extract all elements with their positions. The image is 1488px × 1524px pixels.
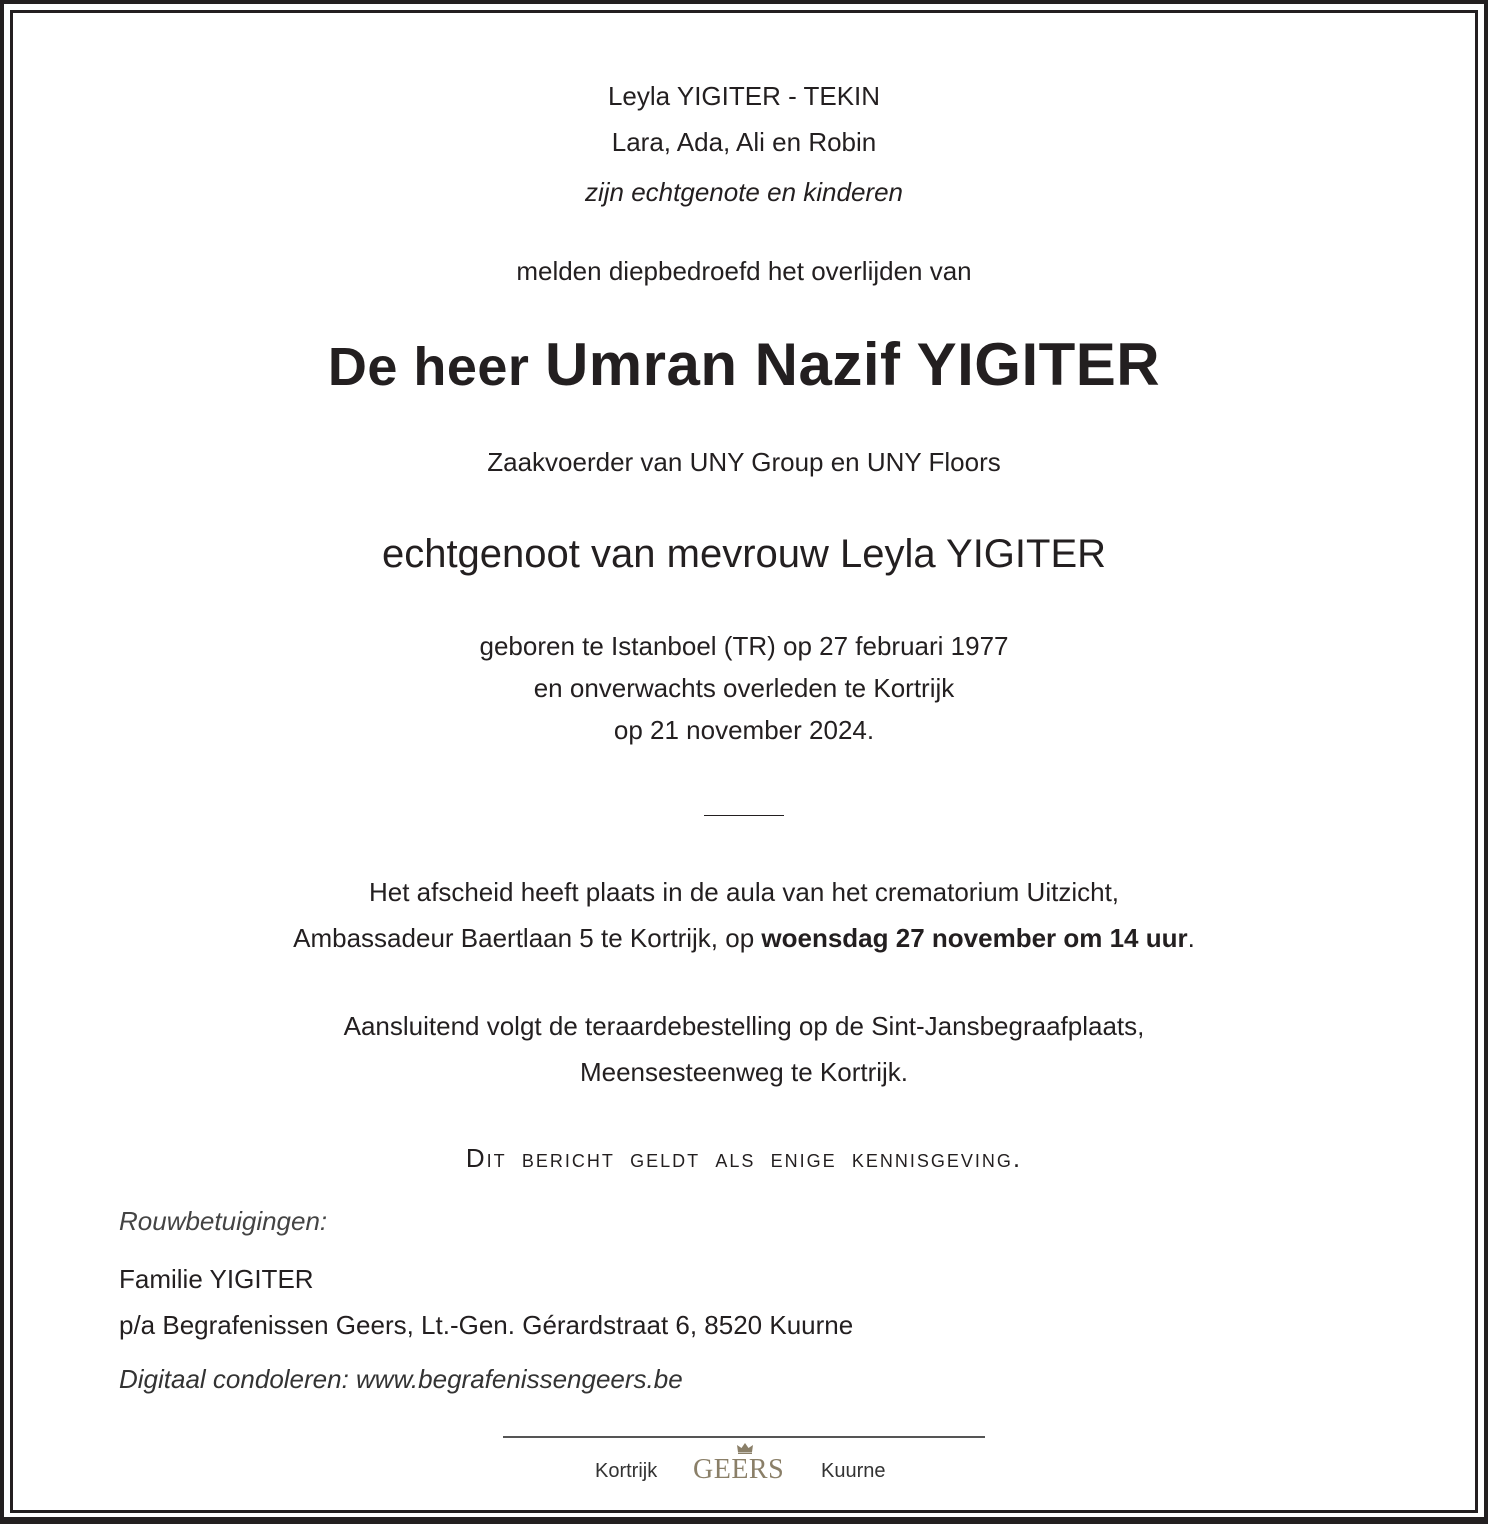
birth-line: geboren te Istanboel (TR) op 27 februari 1977 <box>479 631 1009 661</box>
deceased-name <box>0 330 1488 399</box>
spouse-line: echtgenoot van mevrouw Leyla YIGITER <box>381 532 1107 576</box>
crown-icon <box>737 1443 753 1454</box>
burial-line-1: Aansluitend volgt de teraardebestelling op de Sint-Jansbegraafplaats, <box>343 1011 1145 1041</box>
family-line-1: Leyla YIGITER - TEKIN <box>607 81 881 111</box>
footer-left: Kortrijk <box>595 1460 658 1482</box>
condolences-label: Rouwbetuigingen: <box>119 1206 328 1236</box>
name-prefix: De heer <box>327 337 545 397</box>
geers-logo: GEERS <box>693 1454 785 1485</box>
farewell-period: . <box>1187 923 1195 953</box>
farewell-datetime: woensdag 27 november om 14 uur <box>761 923 1188 953</box>
digital-condolences: Digitaal condoleren: www.begrafenissengeers.be <box>119 1364 683 1394</box>
burial-line-2: Meensesteenweg te Kortrijk. <box>579 1057 909 1087</box>
notice: Dit bericht geldt als enige kennisgeving. <box>465 1143 1023 1173</box>
name-text: Umran Nazif YIGITER <box>544 331 1161 398</box>
announcement: melden diepbedroefd het overlijden van <box>516 256 972 286</box>
family-relation: zijn echtgenote en kinderen <box>584 177 903 207</box>
death-line: en onverwachts overleden te Kortrijk <box>533 673 955 703</box>
farewell-line-1: Het afscheid heeft plaats in de aula van het crematorium Uitzicht, <box>368 877 1120 907</box>
farewell-address: Ambassadeur Baertlaan 5 te Kortrijk, op <box>293 923 762 953</box>
footer-rule <box>503 1436 985 1438</box>
separator <box>704 815 784 816</box>
condolences-address: p/a Begrafenissen Geers, Lt.-Gen. Gérardstraat 6, 8520 Kuurne <box>119 1310 854 1340</box>
condolences-name: Familie YIGITER <box>119 1264 314 1294</box>
occupation: Zaakvoerder van UNY Group en UNY Floors <box>487 447 1001 477</box>
death-date-line: op 21 november 2024. <box>613 715 875 745</box>
farewell-line-2 <box>0 924 1488 954</box>
family-line-2: Lara, Ada, Ali en Robin <box>611 127 877 157</box>
footer-right: Kuurne <box>821 1460 886 1482</box>
